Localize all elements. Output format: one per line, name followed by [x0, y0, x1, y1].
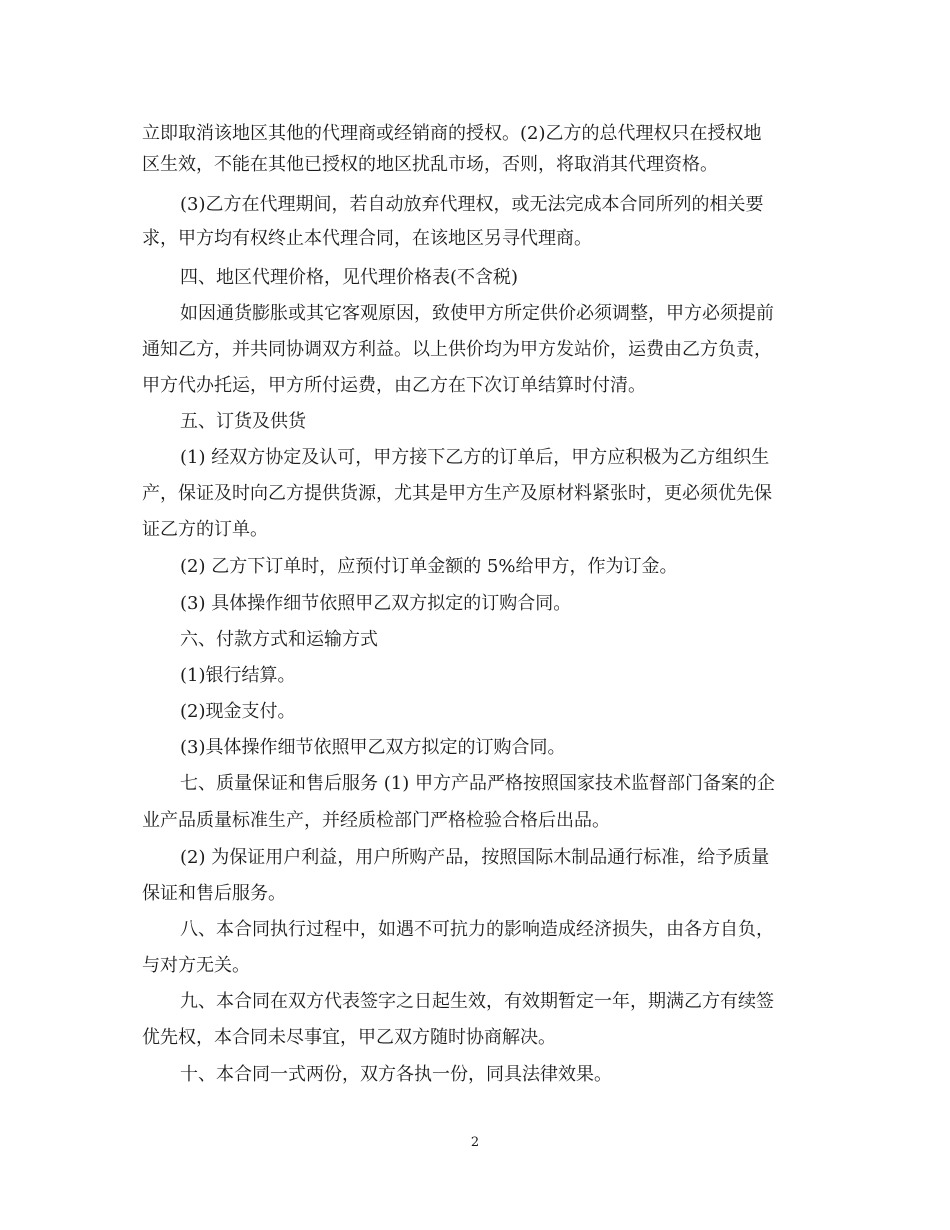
text-line: 六、付款方式和运输方式	[180, 629, 378, 650]
text-line: 求，甲方均有权终止本代理合同，在该地区另寻代理商。	[142, 228, 592, 249]
text-line: 证乙方的订单。	[142, 519, 268, 540]
text-line: 四、地区代理价格，见代理价格表(不含税)	[180, 267, 519, 288]
text-line: (2)现金支付。	[180, 701, 296, 722]
text-line: 业产品质量标准生产，并经质检部门严格检验合格后出品。	[142, 810, 610, 831]
text-line: 立即取消该地区其他的代理商或经销商的授权。(2)乙方的总代理权只在授权地	[142, 123, 762, 144]
text-line: (3) 具体操作细节依照甲乙双方拟定的订购合同。	[180, 593, 572, 614]
text-line: (1) 经双方协定及认可，甲方接下乙方的订单后，甲方应积极为乙方组织生	[180, 447, 770, 468]
text-line: 九、本合同在双方代表签字之日起生效，有效期暂定一年，期满乙方有续签	[180, 991, 774, 1012]
text-line: 七、质量保证和售后服务 (1) 甲方产品严格按照国家技术监督部门备案的企	[180, 773, 775, 794]
text-line: 八、本合同执行过程中，如遇不可抗力的影响造成经济损失，由各方自负，	[180, 919, 774, 940]
text-line: 如因通货膨胀或其它客观原因，致使甲方所定供价必须调整，甲方必须提前	[180, 303, 774, 324]
text-line: (2) 为保证用户利益，用户所购产品，按照国际木制品通行标准，给予质量	[180, 847, 770, 868]
text-line: 与对方无关。	[142, 955, 250, 976]
text-line: 通知乙方，并共同协调双方利益。以上供价均为甲方发站价，运费由乙方负责，	[142, 339, 772, 360]
text-line: 保证和售后服务。	[142, 883, 286, 904]
text-line: 优先权，本合同未尽事宜，甲乙双方随时协商解决。	[142, 1027, 556, 1048]
text-line: (3)乙方在代理期间，若自动放弃代理权，或无法完成本合同所列的相关要	[180, 194, 764, 215]
text-line: (2) 乙方下订单时，应预付订单金额的 5%给甲方，作为订金。	[180, 556, 678, 577]
text-line: 十、本合同一式两份，双方各执一份，同具法律效果。	[180, 1064, 612, 1085]
text-line: 五、订货及供货	[180, 411, 306, 432]
text-line: 区生效，不能在其他已授权的地区扰乱市场，否则，将取消其代理资格。	[142, 154, 718, 175]
page-number: 2	[470, 1135, 480, 1150]
text-line: (1)银行结算。	[180, 665, 296, 686]
text-line: 甲方代办托运，甲方所付运费，由乙方在下次订单结算时付清。	[142, 375, 646, 396]
text-line: 产，保证及时向乙方提供货源，尤其是甲方生产及原材料紧张时，更必须优先保	[142, 483, 772, 504]
text-line: (3)具体操作细节依照甲乙双方拟定的订购合同。	[180, 737, 566, 758]
